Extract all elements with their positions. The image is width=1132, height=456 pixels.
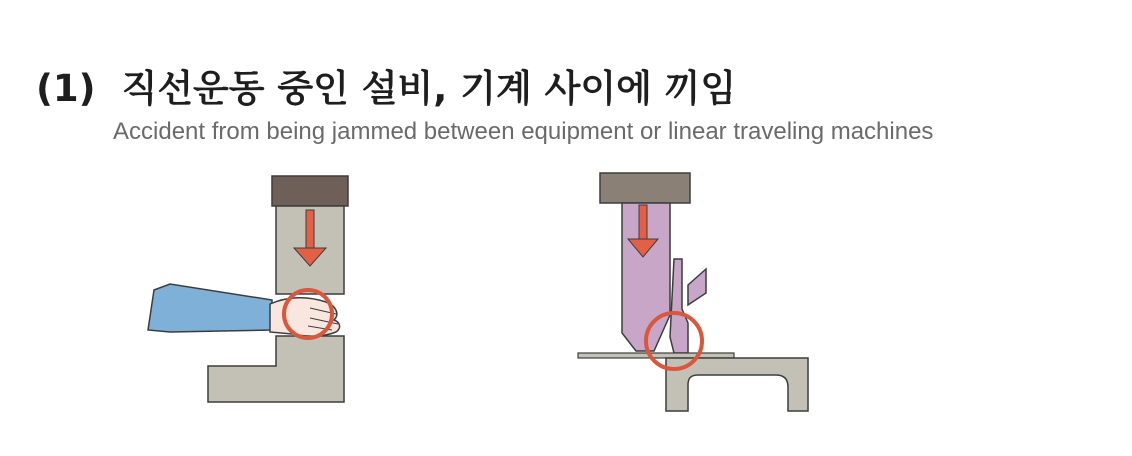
press-brake-jam-illustration [570, 165, 830, 425]
brake-top-block [600, 173, 690, 203]
subtitle: Accident from being jammed between equipment or linear traveling machines [113, 118, 934, 145]
ram-top-block [272, 176, 348, 206]
die-base [208, 336, 344, 402]
finger-guard [670, 259, 688, 353]
press-hand-jam-illustration [140, 168, 370, 408]
heading-title: 직선운동 중인 설비, 기계 사이에 끼임 [121, 67, 737, 110]
heading [36, 58, 736, 112]
heading-number: (1) [36, 67, 96, 110]
sleeve [148, 284, 272, 332]
